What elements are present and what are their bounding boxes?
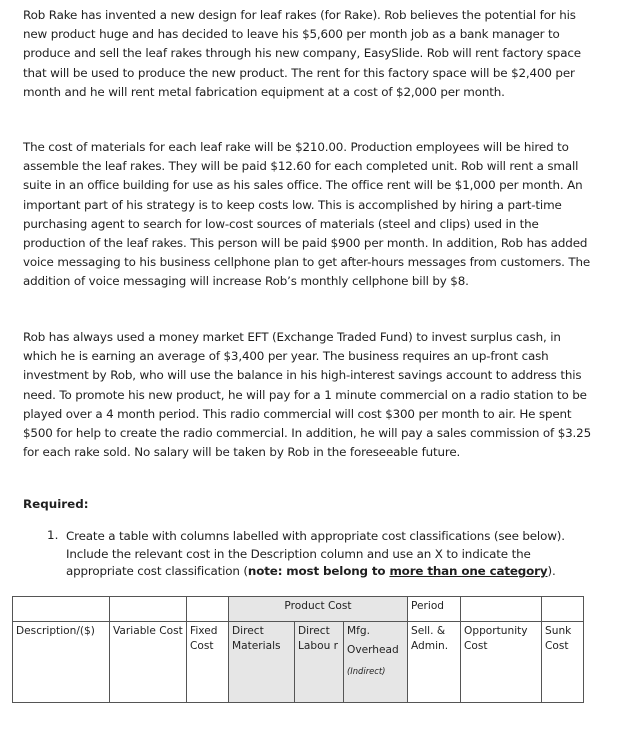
- indirect-label: (Indirect): [347, 666, 386, 676]
- header-direct-labour: Direct Labou r: [295, 622, 344, 703]
- paragraph-costs: The cost of materials for each leaf rake will be $210.00. Production employees will be hired to assemble the leaf rakes. They will be paid $12.60 for each completed unit. Rob will rent a small suite in an office building for use as his sales office. The office rent will be $1,000 per month. An important part of his strategy is to keep costs low. This is accomplished by hiring a part-time purchasing agent to search for low-cost sources of materials (steel and clips) used in the production of the leaf rakes. This person will be paid $900 per month. In addition, Rob has added voice messaging to his business cellphone plan to get after-hours messages from customers. The addition of voice messaging will increase Rob’s monthly cellphone bill by $8.: [23, 140, 591, 289]
- header-fixed-cost: Fixed Cost: [187, 622, 229, 703]
- group-cell-empty-5: [542, 597, 584, 622]
- instruction-text-b: ).: [547, 564, 556, 579]
- group-cell-empty-3: [187, 597, 229, 622]
- header-sunk-cost: Sunk Cost: [542, 622, 584, 703]
- required-heading: Required:: [23, 497, 89, 511]
- mfg-label: Mfg.: [347, 625, 370, 637]
- table-group-row: [13, 597, 584, 622]
- cost-classification-table: [12, 596, 584, 703]
- header-variable-cost: Variable Cost: [110, 622, 187, 703]
- instruction-note-text: note: most belong to: [247, 564, 390, 579]
- header-mfg-overhead: [344, 622, 408, 703]
- group-cell-empty-4: [461, 597, 542, 622]
- header-opportunity-cost: Opportunity Cost: [461, 622, 542, 703]
- list-number: 1.: [47, 528, 59, 542]
- paragraph-investment: Rob has always used a money market EFT (Exchange Traded Fund) to invest surplus cash, in which he is earning an average of $3,400 per year. The business requires an up-front cash investment by Rob, who will use the balance in his high-interest savings account to address this need. To promote his new product, he will pay for a 1 minute commercial on a radio station to be played over a 4 month period. This radio commercial will cost $300 per month to air. He spent $500 for help to create the radio commercial. In addition, he will pay a sales commission of $3.25 for each rake sold. No salary will be taken by Rob in the foreseeable future.: [23, 330, 592, 460]
- header-sell-admin: Sell. & Admin.: [408, 622, 461, 703]
- group-period: Period: [408, 597, 461, 622]
- instruction-note-underline: more than one category: [389, 564, 548, 579]
- required-instruction: [66, 528, 591, 581]
- group-cell-empty-1: [13, 597, 110, 622]
- instruction-text-a: Create a table with columns labelled with appropriate cost classifications (see below). Include the relevant cost in the Description column and use an X to indicate the appropriate cost classification (: [66, 529, 565, 579]
- overhead-label: Overhead: [347, 644, 399, 656]
- group-product-cost: Product Cost: [229, 597, 408, 622]
- table-header-row: [13, 622, 584, 703]
- instruction-note: [248, 564, 548, 578]
- group-cell-empty-2: [110, 597, 187, 622]
- header-description: Description/($): [13, 622, 110, 703]
- header-direct-materials: Direct Materials: [229, 622, 295, 703]
- paragraph-intro: Rob Rake has invented a new design for leaf rakes (for Rake). Rob believes the potential for his new product huge and has decided to leave his $5,600 per month job as a bank manager to produce and sell the leaf rakes through his new company, EasySlide. Rob will rent factory space that will be used to produce the new product. The rent for this factory space will be $2,400 per month and he will rent metal fabrication equipment at a cost of $2,000 per month.: [23, 8, 581, 99]
